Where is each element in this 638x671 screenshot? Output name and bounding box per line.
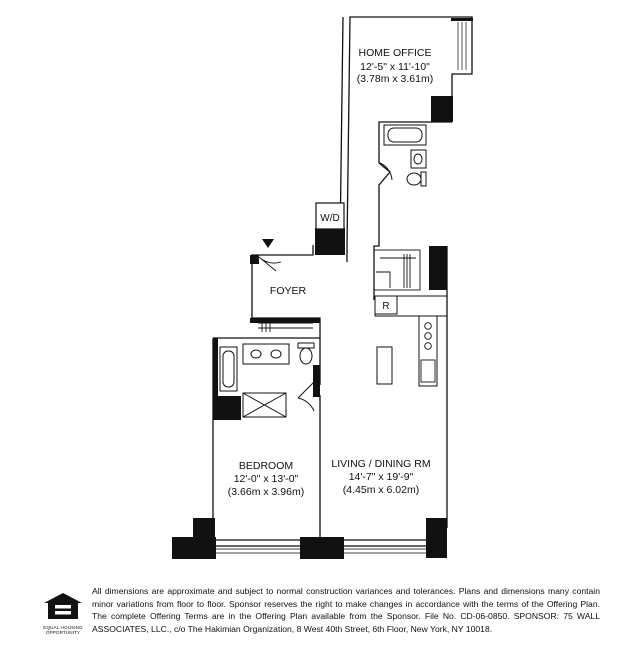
home-office-room — [357, 47, 433, 85]
kitchen-island — [377, 347, 392, 384]
entry-door-swing — [259, 257, 281, 271]
equal-housing-caption-line1: EQUAL HOUSING — [43, 625, 83, 630]
foyer-name: FOYER — [269, 285, 307, 297]
equal-housing-house-icon — [42, 592, 84, 620]
home-office-metric: (3.78m x 3.61m) — [356, 73, 434, 85]
upper-toilet-bowl — [407, 173, 421, 185]
entry-arrow-icon — [262, 239, 274, 248]
bedroom-name: BEDROOM — [238, 460, 294, 472]
washer-dryer-label: W/D — [320, 213, 340, 224]
bedroom-metric: (3.66m x 3.96m) — [227, 486, 305, 498]
bedroom-imperial: 12'-0" x 13'-0" — [233, 473, 299, 485]
lower-toilet-tank — [298, 343, 314, 348]
lower-bath-door-swing — [298, 382, 314, 411]
home-office-name: HOME OFFICE — [358, 47, 432, 59]
counter — [419, 316, 437, 386]
stove — [425, 323, 432, 350]
lower-toilet-bowl — [300, 348, 312, 364]
upper-toilet-tank — [421, 172, 426, 186]
kitchen — [375, 296, 447, 386]
kitchen-sink — [421, 360, 435, 382]
living-imperial: 14'-7" x 19'-9" — [348, 471, 414, 483]
kitchen-closet — [374, 250, 420, 290]
living-name: LIVING / DINING RM — [331, 458, 431, 470]
upper-sink — [411, 150, 426, 168]
wall-blocks — [172, 18, 473, 559]
washer-dryer-closet — [316, 203, 344, 229]
home-office-imperial: 12'-5" x 11'-10" — [360, 61, 430, 73]
disclaimer-text: All dimensions are approximate and subject to normal construction variances and tolerances. Plans and dimensions many contain minor variations from floor to floor. Sponsor reserves the right to make changes in accordance with the terms of the Offering Plan. The complete Offering Terms are in the Offering Plan available from the Sponsor. File No. CD-06-0850. SPONSOR: 75 WALL ASSOCIATES, LLC., c/o The Hakimian Organization, 8 West 40th Street, 6th Floor, New York, NY 10018. — [92, 586, 600, 634]
equal-housing-caption-line2: OPPORTUNITY — [45, 630, 81, 635]
equal-housing-logo — [42, 592, 84, 635]
double-vanity — [243, 344, 289, 364]
refrigerator-label: R — [382, 301, 390, 312]
upper-bathroom — [380, 125, 426, 186]
living-metric: (4.45m x 6.02m) — [342, 484, 420, 496]
living-dining-room — [331, 458, 430, 496]
bedroom-room — [228, 460, 304, 498]
entry — [259, 239, 307, 297]
